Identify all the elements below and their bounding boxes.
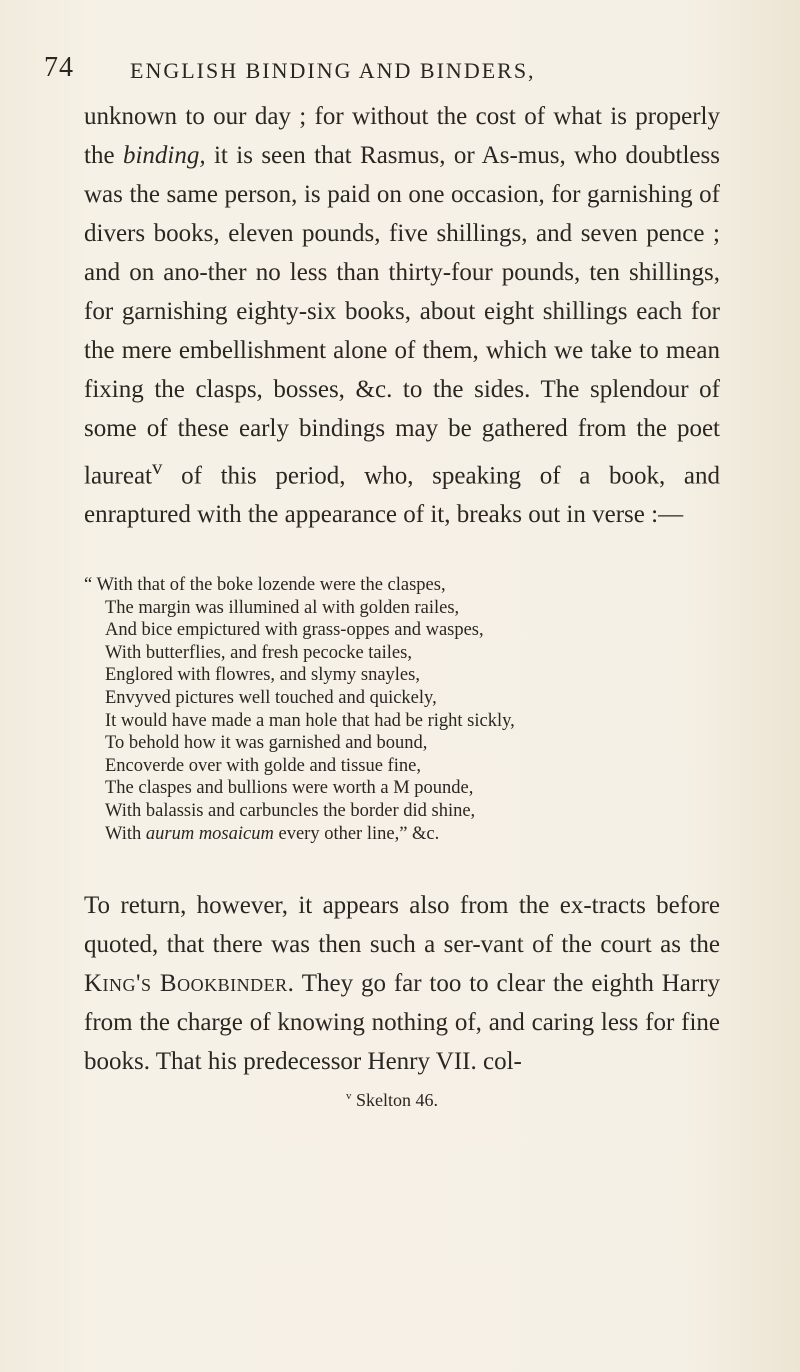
verse-line: The claspes and bullions were worth a M pounde, (105, 778, 474, 799)
footnote-text: Skelton 46. (351, 1090, 439, 1110)
footnote (346, 1090, 438, 1111)
verse-line: It would have made a man hole that had be right sickly, (105, 710, 515, 731)
verse-last-suffix: every other line,” &c. (273, 823, 440, 844)
paragraph-2-smallcaps: King's Bookbinder. (84, 970, 295, 997)
verse-last-italic: aurum mosaicum (145, 823, 274, 844)
paragraph-1-text-b: it is seen that Rasmus, or As-mus, who doubtless was the same person, is paid on one occasion, for garnishing of divers books, eleven pounds, five shillings, and seven pence ; and on ano-ther no less than thirty-four pounds, ten shillings, for garnishing eighty-six books, about eight shillings each for the mere embellishment alone of them, which we take to mean fixing the clasps, bosses, &c. to the sides. The splendour of some of these early bindings may be gathered from the poet laureat (84, 142, 720, 490)
verse-line: Envyved pictures well touched and quickely, (105, 687, 437, 708)
paragraph-1 (84, 97, 720, 534)
paragraph-2-text-b: They go far too to clear the eighth Harry from the charge of knowing nothing of, and caring less for fine books. That his predecessor Henry VII. col- (84, 970, 720, 1075)
verse-quotation (84, 574, 724, 845)
verse-line: With balassis and carbuncles the border did shine, (105, 800, 476, 821)
paragraph-1-italic-binding: binding, (122, 142, 206, 169)
paragraph-2 (84, 886, 720, 1081)
page-header (44, 52, 744, 92)
running-head: ENGLISH BINDING AND BINDERS, (130, 58, 536, 83)
verse-line-last (84, 823, 724, 846)
verse-line: Encoverde over with golde and tissue fine, (105, 755, 421, 776)
verse-line: “ With that of the boke lozende were the claspes, (84, 575, 446, 595)
verse-line: With butterflies, and fresh pecocke tailes, (105, 642, 412, 663)
verse-line: And bice empictured with grass-oppes and waspes, (105, 620, 484, 641)
paragraph-2-text-a: To return, however, it appears also from the ex-tracts before quoted, that there was then such a ser-vant of the court as the (84, 892, 720, 958)
verse-line: To behold how it was garnished and bound, (105, 733, 428, 754)
paragraph-main (84, 97, 720, 534)
footnote-reference: v (152, 455, 163, 479)
verse-line: The margin was illumined al with golden railes, (105, 597, 460, 618)
verse-last-prefix: With (105, 823, 146, 844)
footnote-marker: v (346, 1090, 352, 1102)
paragraph-1-text-a: unknown to our day ; for without the cost of what is properly the (84, 103, 720, 169)
verse-line: Englored with flowres, and slymy snayles, (105, 665, 420, 686)
paragraph-1-text-c: of this period, who, speaking of a book, and enraptured with the appearance of it, breaks out in verse :— (84, 462, 720, 529)
page-number: 74 (44, 52, 74, 83)
